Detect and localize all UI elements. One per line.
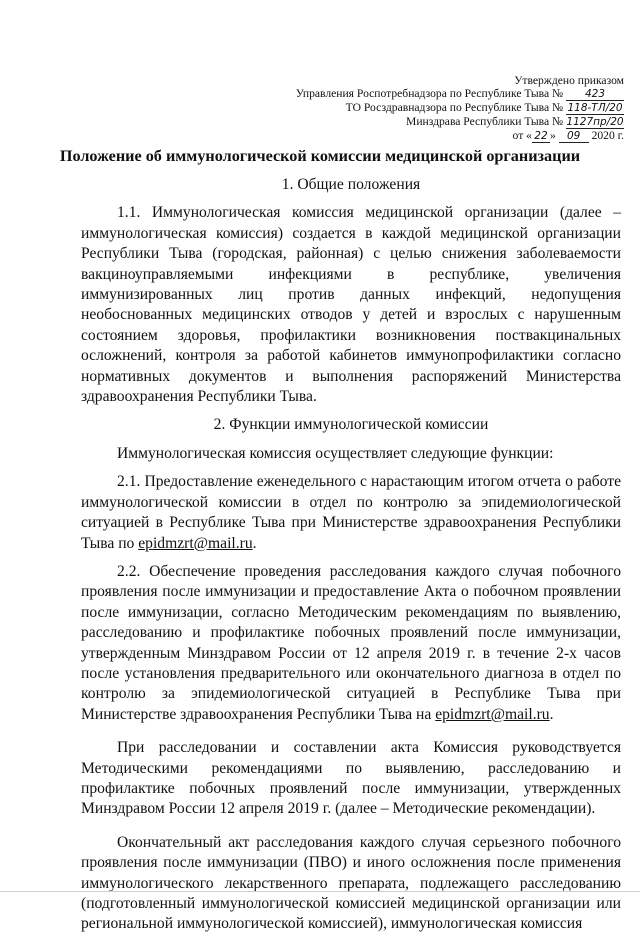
approval-line-4 xyxy=(224,115,624,129)
page-bottom-edge xyxy=(0,891,640,892)
section-2-heading: 2. Функции иммунологической комиссии xyxy=(213,416,489,434)
approval-line-4-text: Минздрава Республики Тыва № xyxy=(406,115,564,129)
date-prefix: от « xyxy=(512,129,532,143)
handwritten-date-day: 22 xyxy=(532,131,550,143)
paragraph-2-2-text: 2.2. Обеспечение проведения расследования каждого случая побочного проявления после иммунизации и предоставление Акта о побочном проявлении после иммунизации, согласно Методическим рекомендациям по выявлению, расследованию и профилактике побочных проявлений после иммунизации, утвержденным Минздравом России от 12 апреля 2019 г. в течение 2-х часов после установления предварительного или окончательного диагноза в отдел по контролю за эпидемиологической ситуацией в Республике Тыва при Министерстве здравоохранения Республики Тыва на xyxy=(81,562,621,723)
handwritten-order-number-3: 1127пр/20 xyxy=(566,116,624,129)
paragraph-2-2 xyxy=(81,562,621,725)
document-title: Положение об иммунологической комиссии медицинской организации xyxy=(59,147,581,165)
approval-line-3-text: ТО Росздравнадзора по Республике Тыва № xyxy=(345,101,564,115)
approval-date-line xyxy=(224,129,624,143)
approval-line-3 xyxy=(224,101,624,115)
paragraph-2-1-end: . xyxy=(252,534,257,552)
email-link-2[interactable]: epidmzrt@mail.ru xyxy=(435,705,550,723)
paragraph-1-1: 1.1. Иммунологическая комиссия медицинской организации (далее – иммунологическая комиссия) создается в каждой медицинской организации Республики Тыва (городская, районная) с целью снижения заболеваемости вакциноуправляемыми инфекциями в республике, увеличения иммунизированных лиц против данных инфекций, недопущения необоснованных медицинских отводов у детей и взрослых с нарушенным состоянием здоровья, профилактики возникновения поствакцинальных осложнений, контроля за работой кабинетов иммунопрофилактики согласно нормативных документов и выполнения распоряжений Министерства здравоохранения Республики Тыва. xyxy=(81,204,621,406)
approval-line-1: Утверждено приказом xyxy=(514,74,624,87)
email-link-1[interactable]: epidmzrt@mail.ru xyxy=(138,534,253,552)
handwritten-date-month: 09 xyxy=(559,131,589,143)
handwritten-order-number-2: 118-ТЛ/20 xyxy=(567,102,623,115)
section-2-intro: Иммунологическая комиссия осуществляет следующие функции: xyxy=(117,444,554,462)
approval-block xyxy=(224,74,624,143)
paragraph-2-1 xyxy=(81,472,621,554)
document-body xyxy=(81,175,621,935)
approval-line-2 xyxy=(224,87,624,101)
section-1-heading: 1. Общие положения xyxy=(281,176,421,193)
paragraph-2-1-text: 2.1. Предоставление еженедельного с нарастающим итогом отчета о работе иммунологической комиссии в отдел по контролю за эпидемиологической ситуацией в Республике Тыва при Министерстве здравоохранения Республики Тыва по xyxy=(81,473,621,552)
date-mid: » xyxy=(549,129,556,143)
paragraph-investigation: При расследовании и составлении акта Комиссия руководствуется Методическими рекомендациями по выявлению, расследованию и профилактике побочных проявлений после иммунизации, утвержденных Минздравом России 12 апреля 2019 г. (далее – Методические рекомендации). xyxy=(81,739,621,818)
date-suffix: 2020 г. xyxy=(591,129,624,143)
paragraph-final-act: Окончательный акт расследования каждого случая серьезного побочного проявления после иммунизации (ПВО) и иного осложнения после применения иммунологического лекарственного препарата, подлежащего расследованию (подготовленный иммунологической комиссией медицинской организации или региональной иммунологической комиссией), иммунологическая комиссия xyxy=(81,833,621,933)
handwritten-order-number-1: 423 xyxy=(566,89,624,101)
approval-line-2-text: Управления Роспотребнадзора по Республике Тыва № xyxy=(295,87,564,101)
paragraph-2-2-end: . xyxy=(549,705,554,723)
